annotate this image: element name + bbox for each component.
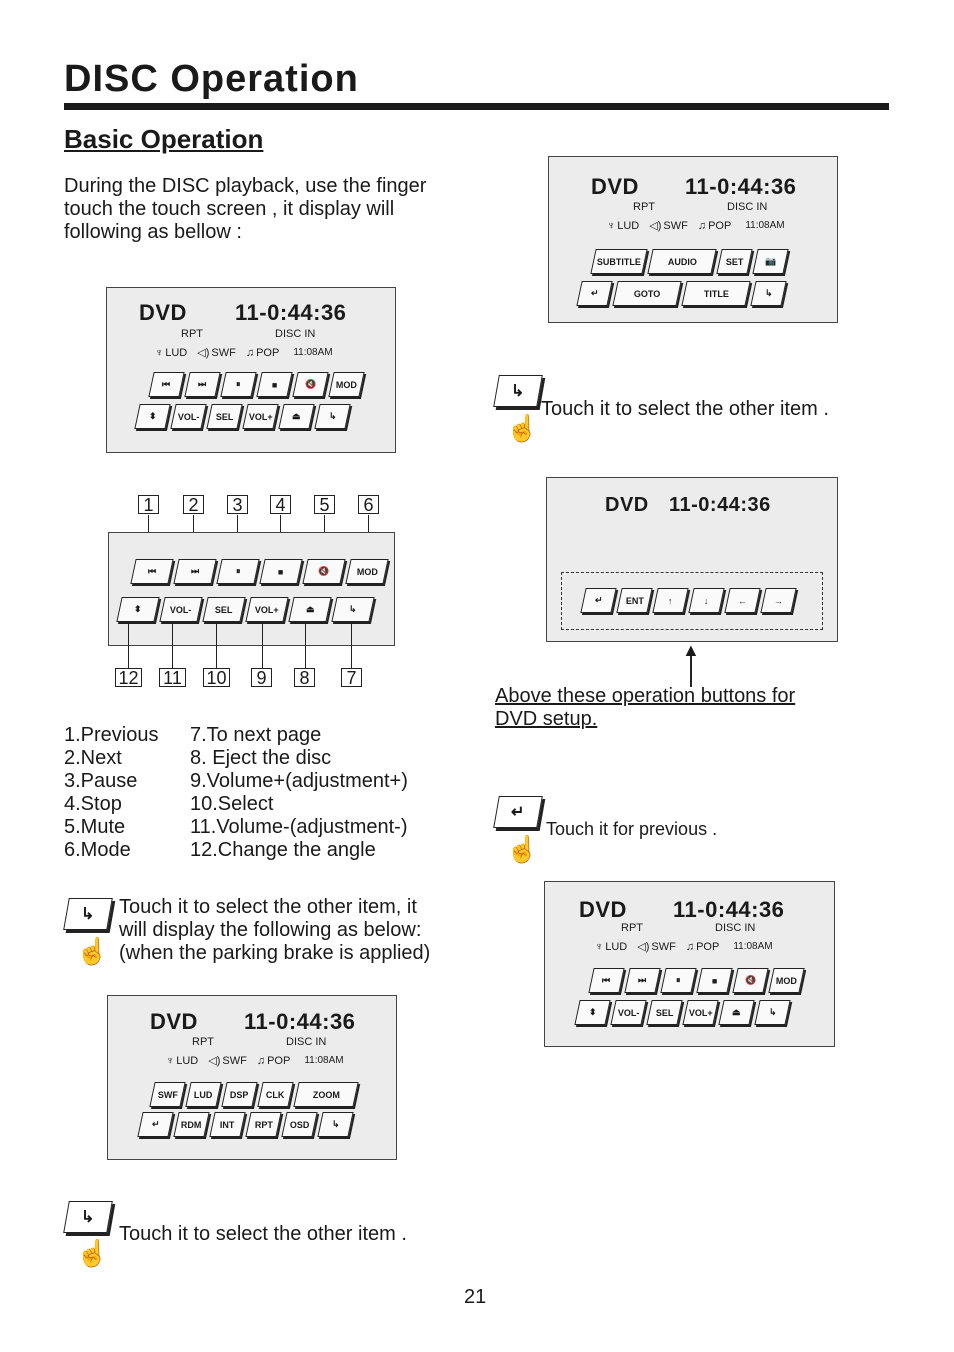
- eject-button[interactable]: [718, 1000, 754, 1025]
- legend-left: [64, 724, 159, 862]
- mute-button[interactable]: [292, 372, 328, 397]
- legend-item: 8. Eject the disc: [190, 747, 332, 769]
- next-page-button[interactable]: [331, 597, 374, 622]
- lud-icon: ♆: [155, 346, 164, 359]
- leader-line: [172, 622, 173, 668]
- section-title: Basic Operation: [64, 124, 264, 154]
- mute-icon: 🔇: [744, 975, 757, 985]
- dsp-button-label: DSP: [230, 1089, 249, 1100]
- pop-label: POP: [267, 1054, 291, 1067]
- mute-icon: 🔇: [318, 566, 330, 576]
- vol-minus-label: VOL-: [170, 604, 192, 615]
- leader-line: [216, 622, 217, 668]
- intro-text: During the DISC playback, use the finger touch the touch screen , it display will following as bellow :: [64, 175, 427, 243]
- mode-button[interactable]: [768, 968, 804, 993]
- left-icon: ←: [738, 595, 747, 606]
- swf-icon: ◁): [208, 1055, 221, 1067]
- back-button[interactable]: [580, 588, 616, 613]
- legend-item: 3.Pause: [64, 770, 138, 792]
- pop-icon: ♫: [697, 219, 707, 232]
- int-button-label: INT: [220, 1119, 235, 1130]
- pause-icon: ⏸: [235, 566, 241, 576]
- pause-button[interactable]: [220, 372, 256, 397]
- stop-button[interactable]: [259, 559, 302, 584]
- legend-item: 4.Stop: [64, 793, 122, 815]
- previous-button[interactable]: [130, 559, 173, 584]
- pop-label: POP: [708, 219, 732, 232]
- back-button[interactable]: [137, 1112, 173, 1137]
- swf-label: SWF: [663, 219, 688, 232]
- vol-minus-label: VOL-: [617, 1007, 640, 1018]
- subtitle-screen-panel: [548, 156, 838, 323]
- legend-item: 1.Previous: [64, 724, 159, 746]
- set-label: SET: [725, 256, 744, 267]
- next-page-icon: ↳: [81, 906, 95, 923]
- setup-note: [495, 685, 795, 731]
- rpt-label: RPT: [633, 201, 655, 213]
- up-button[interactable]: [652, 588, 688, 613]
- select-button[interactable]: [206, 404, 242, 429]
- next-button[interactable]: [624, 968, 660, 993]
- lud-label: LUD: [605, 940, 628, 953]
- vol-plus-label: VOL+: [248, 411, 273, 422]
- callout-1: 1: [138, 495, 159, 514]
- lud-label: LUD: [165, 346, 188, 359]
- vol-minus-button[interactable]: [170, 404, 206, 429]
- title-rule: [64, 103, 889, 110]
- swf-button[interactable]: [149, 1082, 185, 1107]
- hand-pointer-icon: ☝: [76, 936, 109, 966]
- hand-pointer-icon: ☝: [506, 413, 539, 443]
- clock-label: 11:08AM: [745, 220, 785, 231]
- vol-plus-label: VOL+: [688, 1007, 713, 1018]
- rpt-label: RPT: [181, 328, 203, 340]
- eject-button[interactable]: [278, 404, 314, 429]
- callout-4: 4: [270, 495, 291, 514]
- source-label: DVD: [605, 494, 649, 516]
- next-page-icon: ↳: [764, 288, 773, 298]
- eject-button[interactable]: [288, 597, 331, 622]
- next-page-button[interactable]: [314, 404, 350, 429]
- back-icon: ↵: [511, 804, 525, 821]
- setup-screen-panel: [546, 477, 838, 642]
- legend-item: 6.Mode: [64, 839, 131, 861]
- next-page-button[interactable]: [750, 281, 786, 306]
- stop-icon: ■: [271, 379, 278, 390]
- mode-button[interactable]: [328, 372, 364, 397]
- callout-5: 5: [314, 495, 335, 514]
- angle-button[interactable]: [134, 404, 170, 429]
- callout-11: 11: [159, 668, 186, 687]
- mode-label: MOD: [356, 566, 378, 577]
- vol-plus-button[interactable]: [245, 597, 288, 622]
- osd-button[interactable]: [281, 1112, 317, 1137]
- legend-item: 10.Select: [190, 793, 274, 815]
- swf-icon: ◁): [649, 220, 662, 232]
- clock-label: 11:08AM: [304, 1055, 344, 1066]
- source-label: DVD: [591, 174, 639, 199]
- parking-note-line: (when the parking brake is applied): [119, 942, 431, 964]
- rpt-label: RPT: [192, 1036, 214, 1048]
- title-label: TITLE: [703, 288, 729, 299]
- arrow-up-icon: ▲: [682, 640, 700, 660]
- mode-label: MOD: [776, 975, 797, 986]
- pop-icon: ♫: [256, 1054, 266, 1067]
- callout-10: 10: [203, 668, 230, 687]
- subtitle-label: SUBTITLE: [597, 256, 641, 267]
- previous-button[interactable]: [148, 372, 184, 397]
- stop-button[interactable]: [696, 968, 732, 993]
- select-label: SEL: [655, 1007, 674, 1018]
- zoom-button-label: ZOOM: [312, 1089, 340, 1100]
- page-number: 21: [464, 1286, 487, 1308]
- goto-button[interactable]: [612, 281, 681, 306]
- rpt-label: RPT: [621, 922, 643, 934]
- right-button[interactable]: [760, 588, 796, 613]
- swf-label: SWF: [211, 346, 236, 359]
- legend-item: 2.Next: [64, 747, 122, 769]
- legend-item: 9.Volume+(adjustment+): [190, 770, 408, 792]
- source-label: DVD: [139, 300, 187, 325]
- dsp-button[interactable]: [221, 1082, 257, 1107]
- title-button[interactable]: [681, 281, 750, 306]
- setup-note-line: DVD setup.: [495, 708, 598, 730]
- prev-icon: ⏮: [162, 379, 171, 389]
- camera-button[interactable]: [752, 249, 788, 274]
- next-page-key-icon: [63, 1201, 113, 1233]
- leader-line: [262, 622, 263, 668]
- legend-right: [190, 724, 408, 862]
- osd-button-label: OSD: [289, 1119, 310, 1130]
- right-icon: →: [774, 595, 783, 606]
- next-page-icon: ↳: [81, 1209, 95, 1226]
- next-page-button[interactable]: [317, 1112, 353, 1137]
- vol-minus-button[interactable]: [610, 1000, 646, 1025]
- vol-plus-button[interactable]: [682, 1000, 718, 1025]
- next-button[interactable]: [173, 559, 216, 584]
- prev-icon: ⏮: [602, 975, 611, 985]
- swf-label: SWF: [222, 1054, 247, 1067]
- legend-item: 5.Mute: [64, 816, 126, 838]
- down-icon: ↓: [704, 595, 709, 606]
- page-title: DISC Operation: [64, 58, 359, 100]
- eject-icon: ⏏: [305, 604, 315, 614]
- previous-note: Touch it for previous .: [546, 819, 718, 839]
- clk-button-label: CLK: [266, 1089, 285, 1100]
- mute-button[interactable]: [732, 968, 768, 993]
- lud-icon: ♆: [166, 1054, 175, 1067]
- lud-button[interactable]: [185, 1082, 221, 1107]
- angle-button[interactable]: [116, 597, 159, 622]
- parking-screen-panel: [107, 995, 397, 1160]
- previous-button[interactable]: [588, 968, 624, 993]
- pause-icon: ⏸: [676, 975, 681, 985]
- callout-9: 9: [251, 668, 272, 687]
- disc-in-label: DISC IN: [727, 201, 768, 213]
- next-page-key-icon: [63, 898, 113, 930]
- legend-item: 7.To next page: [190, 724, 322, 746]
- setup-note-line: Above these operation buttons for: [495, 685, 796, 707]
- leader-line: [128, 622, 129, 668]
- int-button[interactable]: [209, 1112, 245, 1137]
- status-row: [595, 940, 773, 953]
- source-label: DVD: [579, 897, 627, 922]
- next-page-icon: ↳: [511, 383, 525, 400]
- rpt-button[interactable]: [245, 1112, 281, 1137]
- next-icon: ⏭: [190, 566, 200, 576]
- main-screen-panel: [106, 287, 396, 453]
- callout-12: 12: [115, 668, 142, 687]
- stop-button[interactable]: [256, 372, 292, 397]
- rdm-button[interactable]: [173, 1112, 209, 1137]
- status-row: [155, 346, 333, 359]
- time-label: 11-0:44:36: [235, 300, 347, 325]
- pause-icon: ⏸: [236, 379, 241, 389]
- vol-plus-label: VOL+: [255, 604, 279, 615]
- pop-label: POP: [696, 940, 720, 953]
- select-button[interactable]: [202, 597, 245, 622]
- parking-note-line: Touch it to select the other item, it: [119, 896, 417, 918]
- swf-icon: ◁): [197, 347, 210, 359]
- angle-button[interactable]: [574, 1000, 610, 1025]
- audio-label: AUDIO: [667, 256, 697, 267]
- vol-minus-button[interactable]: [159, 597, 202, 622]
- lud-button-label: LUD: [194, 1089, 213, 1100]
- subtitle-button[interactable]: [590, 249, 647, 274]
- select-label: SEL: [215, 411, 234, 422]
- callout-3: 3: [227, 495, 248, 514]
- select-button[interactable]: [646, 1000, 682, 1025]
- next-button[interactable]: [184, 372, 220, 397]
- back-icon: ↵: [151, 1119, 160, 1129]
- swf-button-label: SWF: [157, 1089, 178, 1100]
- leader-line: [305, 622, 306, 668]
- prev-icon: ⏮: [147, 566, 157, 576]
- next-icon: ⏭: [638, 975, 647, 985]
- leader-line: [351, 622, 352, 668]
- lud-icon: ♆: [607, 219, 616, 232]
- clk-button[interactable]: [257, 1082, 293, 1107]
- time-label: 11-0:44:36: [244, 1009, 356, 1034]
- lud-icon: ♆: [595, 940, 604, 953]
- pop-icon: ♫: [685, 940, 695, 953]
- eject-icon: ⏏: [732, 1007, 741, 1017]
- callout-7: 7: [341, 668, 362, 687]
- select-other-note: Touch it to select the other item .: [119, 1223, 407, 1245]
- back-icon: ↵: [594, 595, 603, 605]
- select-label: SEL: [215, 604, 233, 615]
- camera-icon: 📷: [764, 256, 777, 266]
- time-label: 11-0:44:36: [685, 174, 797, 199]
- callout-6: 6: [358, 495, 379, 514]
- stop-icon: ■: [278, 566, 284, 577]
- disc-in-label: DISC IN: [715, 922, 756, 934]
- enter-label: ENT: [625, 595, 644, 606]
- pause-button[interactable]: [216, 559, 259, 584]
- rdm-button-label: RDM: [181, 1119, 202, 1130]
- time-label: 11-0:44:36: [669, 494, 771, 516]
- back-icon: ↵: [590, 288, 599, 298]
- back-key-icon: [493, 796, 543, 828]
- rpt-button-label: RPT: [254, 1119, 273, 1130]
- vol-minus-label: VOL-: [177, 411, 200, 422]
- disc-in-label: DISC IN: [286, 1036, 327, 1048]
- hand-pointer-icon: ☝: [506, 834, 539, 864]
- lud-label: LUD: [617, 219, 640, 232]
- legend-item: 12.Change the angle: [190, 839, 376, 861]
- zoom-button[interactable]: [293, 1082, 358, 1107]
- angle-icon: ⬍: [148, 411, 157, 421]
- vol-plus-button[interactable]: [242, 404, 278, 429]
- mode-label: MOD: [336, 379, 357, 390]
- left-button[interactable]: [724, 588, 760, 613]
- status-row: [607, 219, 785, 232]
- pause-button[interactable]: [660, 968, 696, 993]
- disc-in-label: DISC IN: [275, 328, 316, 340]
- next-icon: ⏭: [198, 379, 207, 389]
- clock-label: 11:08AM: [733, 941, 773, 952]
- down-button[interactable]: [688, 588, 724, 613]
- legend-item: 11.Volume-(adjustment-): [190, 816, 408, 838]
- back-button[interactable]: [576, 281, 612, 306]
- time-label: 11-0:44:36: [673, 897, 785, 922]
- select-other-note: Touch it to select the other item .: [541, 398, 829, 420]
- next-page-key-icon: [493, 375, 543, 407]
- pop-icon: ♫: [245, 346, 255, 359]
- next-page-icon: ↳: [349, 604, 357, 614]
- callout-8: 8: [294, 668, 315, 687]
- mute-button[interactable]: [302, 559, 345, 584]
- callout-2: 2: [183, 495, 204, 514]
- goto-label: GOTO: [633, 288, 661, 299]
- audio-button[interactable]: [647, 249, 716, 274]
- angle-icon: ⬍: [588, 1007, 597, 1017]
- next-page-icon: ↳: [768, 1007, 777, 1017]
- up-icon: ↑: [668, 595, 673, 606]
- status-row: [166, 1054, 344, 1067]
- clock-label: 11:08AM: [293, 347, 333, 358]
- next-page-icon: ↳: [328, 411, 337, 421]
- next-page-icon: ↳: [331, 1119, 340, 1129]
- stop-icon: ■: [711, 975, 718, 986]
- main-screen-panel-return: [544, 881, 835, 1047]
- swf-icon: ◁): [637, 941, 650, 953]
- lud-label: LUD: [176, 1054, 199, 1067]
- hand-pointer-icon: ☝: [76, 1238, 109, 1268]
- set-button[interactable]: [716, 249, 752, 274]
- next-page-button[interactable]: [754, 1000, 790, 1025]
- enter-button[interactable]: [616, 588, 652, 613]
- source-label: DVD: [150, 1009, 198, 1034]
- pop-label: POP: [256, 346, 280, 359]
- mute-icon: 🔇: [304, 379, 317, 389]
- mode-button[interactable]: [345, 559, 388, 584]
- parking-note: [119, 896, 430, 965]
- eject-icon: ⏏: [292, 411, 301, 421]
- angle-icon: ⬍: [134, 604, 142, 614]
- parking-note-line: will display the following as below:: [119, 919, 422, 941]
- swf-label: SWF: [651, 940, 676, 953]
